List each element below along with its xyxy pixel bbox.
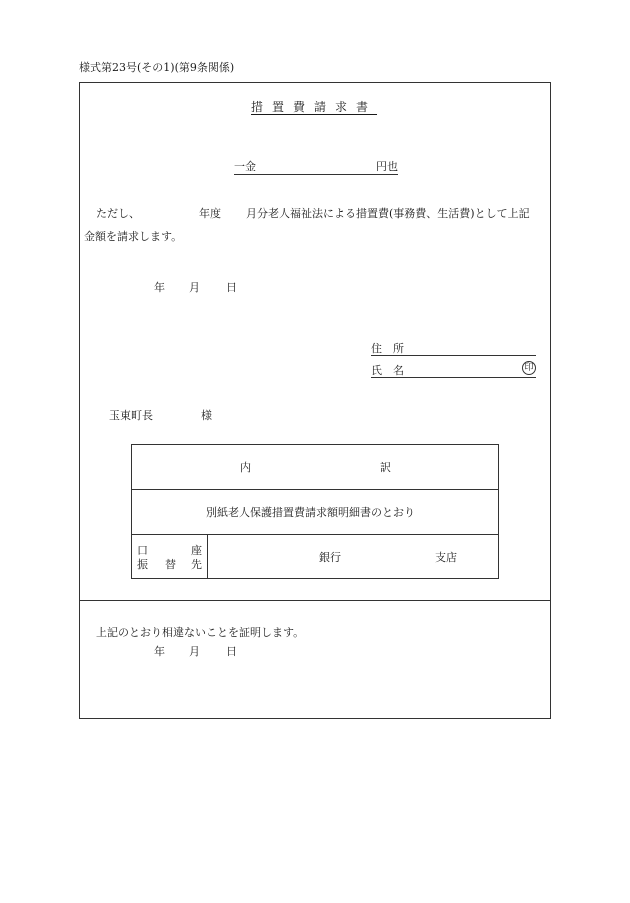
date-year: 年 xyxy=(154,281,165,294)
table-row-divider-2 xyxy=(131,534,499,535)
account-label-ro: 口 xyxy=(137,544,148,557)
address-underline xyxy=(371,355,536,356)
addressee-name: 玉東町長 xyxy=(109,409,153,422)
date-month: 月 xyxy=(189,281,200,294)
bank-label: 銀行 xyxy=(319,551,341,564)
table-row-divider-1 xyxy=(131,489,499,490)
statement-part1: ただし、 xyxy=(96,207,140,220)
statement-line2: 金額を請求します。 xyxy=(84,230,183,243)
amount-underline xyxy=(234,174,398,175)
statement-part2: 月分老人福祉法による措置費(事務費、生活費)として上記 xyxy=(246,207,530,220)
amount-prefix: 一金 xyxy=(234,160,256,173)
form-number: 様式第23号(その1)(第9条関係) xyxy=(79,61,235,74)
certification-divider xyxy=(79,600,551,601)
seal-mark: 印 xyxy=(522,361,536,375)
account-label-furi: 振 xyxy=(137,558,148,571)
cert-date-day: 日 xyxy=(226,645,237,658)
form-frame xyxy=(79,82,551,719)
addressee-honorific: 様 xyxy=(201,409,212,422)
table-col-divider xyxy=(207,534,208,579)
branch-label: 支店 xyxy=(435,551,457,564)
account-label-za: 座 xyxy=(191,544,202,557)
account-label-kae: 替 xyxy=(165,558,176,571)
account-label-saki: 先 xyxy=(191,558,202,571)
cert-date-year: 年 xyxy=(154,645,165,658)
cert-date-month: 月 xyxy=(189,645,200,658)
table-header-left: 内 xyxy=(240,461,251,474)
form-title: 措置費請求書 xyxy=(251,100,378,114)
address-label: 住 所 xyxy=(371,342,404,355)
date-day: 日 xyxy=(226,281,237,294)
table-body-text: 別紙老人保護措置費請求額明細書のとおり xyxy=(206,506,415,519)
amount-suffix: 円也 xyxy=(376,160,398,173)
name-label: 氏 名 xyxy=(371,364,404,377)
table-header-right: 訳 xyxy=(380,461,391,474)
statement-year-label: 年度 xyxy=(199,207,221,220)
name-underline xyxy=(371,377,536,378)
certification-text: 上記のとおり相違ないことを証明します。 xyxy=(96,626,305,639)
